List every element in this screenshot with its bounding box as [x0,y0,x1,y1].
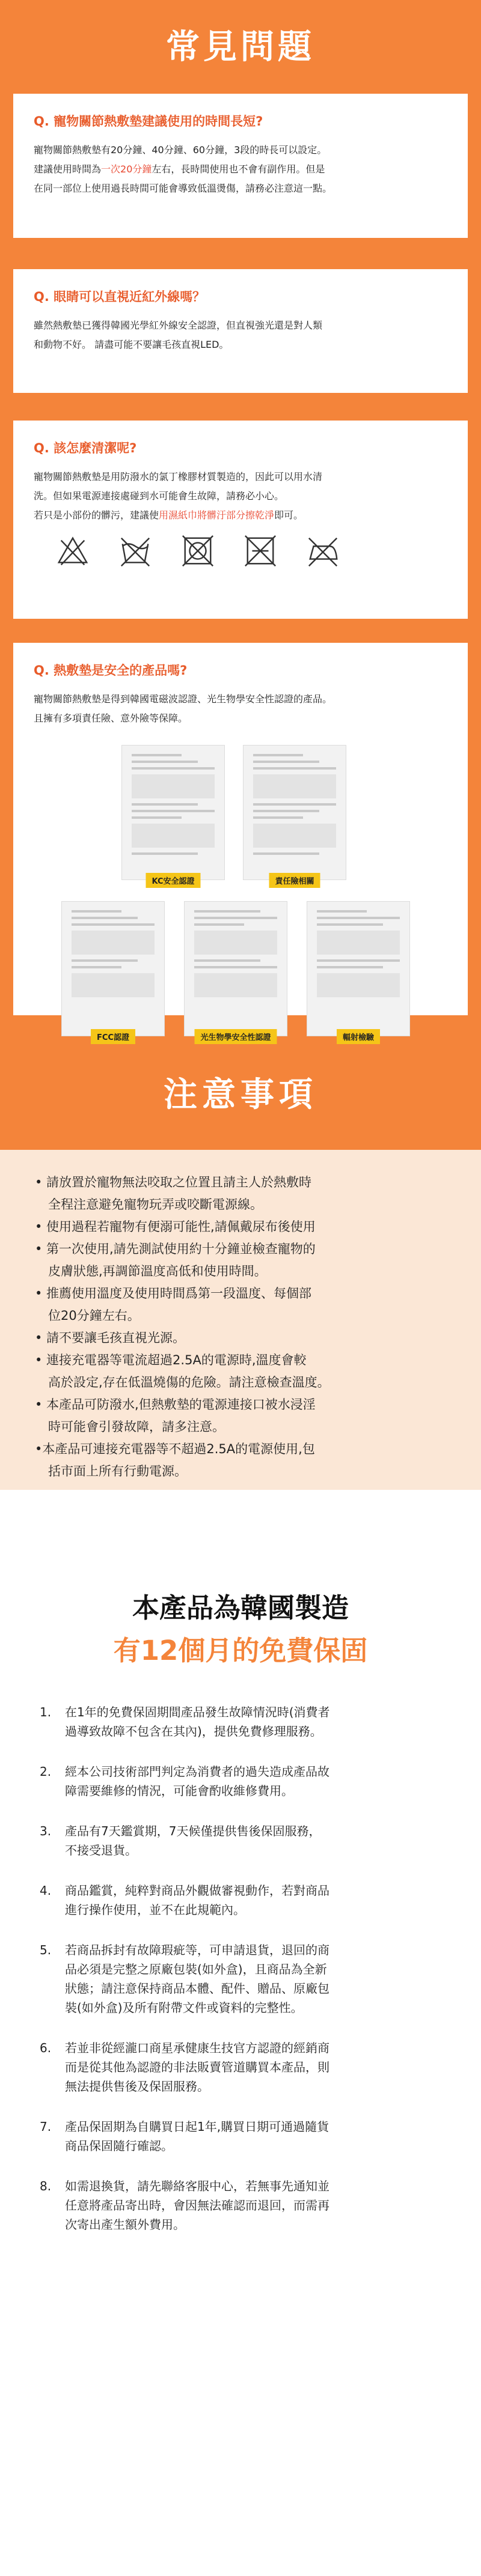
warranty-item-line: 次寄出產生額外費用。 [65,2217,185,2232]
notice-line: • 請放置於寵物無法咬取之位置且請主人於熱敷時 [35,1175,312,1189]
warranty-item-line: 而是從其他為認證的非法販賣管道購買本產品，則 [65,2060,329,2074]
answer-line [34,506,447,525]
warranty-item-line: 不接受退貨。 [65,1843,137,1858]
certificate-row [61,901,410,1042]
answer-highlight: 用濕紙巾將髒汙部分擦乾淨 [159,509,275,521]
warranty-item-line: 障需要維修的情況，可能會酌收維修費用。 [65,1784,293,1798]
warranty-item-number: 3. [40,1824,52,1838]
faq-card [13,643,468,1042]
certificate-image [243,745,346,886]
faq-answer [34,316,447,354]
warranty-item-line: 無法提供售後及保固服務。 [65,2079,209,2094]
notice-title: 注意事項 [0,1038,481,1150]
answer-line: 在同一部位上使用過長時間可能會導致低溫燙傷，請務必注意這一點。 [34,183,332,194]
faq-answer [34,141,447,198]
warranty-item-line: 進行操作使用，並不在此規範內。 [65,1903,245,1917]
warranty-item [40,2117,445,2155]
faq-question: Q. 眼睛可以直視近紅外線嗎？ [34,290,206,304]
warranty-item [40,2038,445,2096]
answer-line: 寵物關節熱敷墊有20分鐘、40分鐘、60分鐘，3段的時長可以設定。 [34,144,327,156]
warranty-item-line: 若商品拆封有故障瑕疵等，可申請退貨，退回的商 [65,1943,329,1957]
notice-line: 全程注意避免寵物玩弄或咬斷電源線。 [48,1197,263,1212]
certificate-label: 光生物學安全性認證 [194,1029,277,1044]
warranty-item [40,1821,445,1860]
warranty-item-line: 商品保固隨行確認。 [65,2139,173,2153]
faq-answer [34,690,447,728]
answer-line: 雖然熱敷墊已獲得韓國光學紅外線安全認證，但直視強光還是對人類 [34,320,323,331]
warranty-item-line: 裝(如外盒)及所有附帶文件或資料的完整性。 [65,2000,303,2015]
answer-text: 建議使用時間為 [34,163,102,175]
certificate-label: FCC認證 [91,1029,135,1044]
answer-text: 左右，長時間使用也不會有副作用。但是 [152,163,325,175]
notice-line: • 請不要讓毛孩直視光源。 [35,1331,186,1345]
warranty-subtitle: 有12個月的免費保固 [113,1635,368,1666]
certificate-row [121,745,346,886]
certificate-image [121,745,225,886]
warranty-item-line: 產品保固期為自購買日起1年,購買日期可通過隨貨 [65,2119,329,2134]
faq-card [13,269,468,393]
certificate-label: KC安全認證 [146,873,200,888]
warranty-item-number: 1. [40,1705,52,1719]
certificate-label: 輻射檢驗 [337,1029,380,1044]
warranty-item-line: 過導致故障不包含在其內)，提供免費修理服務。 [65,1724,322,1739]
warranty-item-line: 經本公司技術部門判定為消費者的過失造成產品故 [65,1764,329,1779]
warranty-section [0,1490,481,2234]
warranty-item-line: 任意將產品寄出時，會因無法確認而退回，而需再 [65,2198,329,2213]
no-iron-icon [305,533,340,568]
warranty-item [40,1762,445,1800]
warranty-item-line: 商品鑑賞，純粹對商品外觀做審視動作，若對商品 [65,1883,329,1898]
warranty-item [40,1703,445,1741]
no-wash-icon [118,533,153,568]
warranty-item-number: 4. [40,1883,52,1898]
answer-line: 寵物關節熱敷墊是得到韓國電磁波認證、光生物學安全性認證的產品。 [34,693,332,705]
certificate-image [61,901,165,1042]
answer-line: 和動物不好。 請盡可能不要讓毛孩直視LED。 [34,339,229,350]
warranty-item-number: 7. [40,2119,52,2134]
answer-line: 洗。但如果電源連接處碰到水可能會生故障，請務必小心。 [34,490,284,502]
warranty-title: 本產品為韓國製造 [132,1592,349,1624]
notice-line: • 第一次使用,請先測試使用約十分鐘並檢查寵物的 [35,1242,316,1256]
notice-line: • 使用過程若寵物有便溺可能性,請佩戴尿布後使用 [35,1220,316,1234]
answer-line: 且擁有多項責任險、意外險等保障。 [34,712,188,724]
warranty-item-line: 在1年的免費保固期間產品發生故障情況時(消費者 [65,1705,330,1719]
warranty-item-number: 2. [40,1764,52,1779]
faq-card [13,94,468,238]
faq-section [0,0,481,1042]
warranty-item [40,2177,445,2234]
warranty-item-number: 5. [40,1943,52,1957]
answer-line [34,160,447,179]
warranty-item-number: 8. [40,2179,52,2193]
no-tumble-dry-icon [180,533,215,568]
faq-question: Q. 寵物關節熱敷墊建議使用的時間長短? [34,114,263,129]
faq-answer [34,467,447,525]
answer-text: 若只是小部份的髒污，建議使 [34,509,159,521]
faq-question: Q. 該怎麼清潔呢? [34,441,137,455]
notice-list [0,1150,481,1490]
notice-line: • 本產品可防潑水,但熱敷墊的電源連接口被水浸淫 [35,1397,316,1412]
notice-line: • 連接充電器等電流超過2.5A的電源時,溫度會較 [35,1353,307,1367]
warranty-item-line: 品必須是完整之原廠包裝(如外盒)，且商品為全新 [65,1962,327,1976]
notice-line: •本產品可連接充電器等不超過2.5A的電源使用,包 [35,1442,315,1456]
certificate-image [307,901,410,1042]
warranty-item-line: 如需退換貨，請先聯絡客服中心，若無事先通知並 [65,2179,329,2193]
notice-section [0,1038,481,1490]
certificate-image [184,901,287,1042]
answer-highlight: 一次20分鐘 [101,163,152,175]
warranty-item-line: 狀態；請注意保持商品本體、配件、贈品、原廠包 [65,1981,329,1996]
answer-text: 即可。 [274,509,304,521]
notice-line: 高於設定,存在低溫燒傷的危險。請注意檢查溫度。 [48,1375,330,1390]
notice-line: 時可能會引發故障，請多注意。 [48,1420,225,1434]
notice-line: 括市面上所有行動電源。 [48,1464,187,1478]
faq-card [13,421,468,619]
warranty-item [40,1881,445,1919]
faq-question: Q. 熱敷墊是安全的產品嗎? [34,663,188,678]
notice-line: 皮膚狀態,再調節溫度高低和使用時間。 [48,1264,267,1278]
no-dryclean-icon [243,533,278,568]
certificate-label: 責任險相關 [269,873,320,888]
warranty-item-line: 若並非從經瀧口商星承健康生技官方認證的經銷商 [65,2041,329,2055]
warranty-item-number: 6. [40,2041,52,2055]
warranty-item [40,1940,445,2017]
warranty-item-line: 產品有7天鑑賞期，7天候僅提供售後保固服務， [65,1824,321,1838]
answer-line: 寵物關節熱敷墊是用防潑水的氯丁橡膠材質製造的，因此可以用水清 [34,471,323,482]
no-bleach-icon [55,533,90,568]
notice-line: 位20分鐘左右。 [48,1308,140,1323]
warranty-list [40,1703,445,2234]
faq-title: 常見問題 [166,28,315,67]
notice-line: • 推薦使用溫度及使用時間爲第一段溫度、每個部 [35,1286,312,1301]
wash-care-icons [34,533,447,568]
